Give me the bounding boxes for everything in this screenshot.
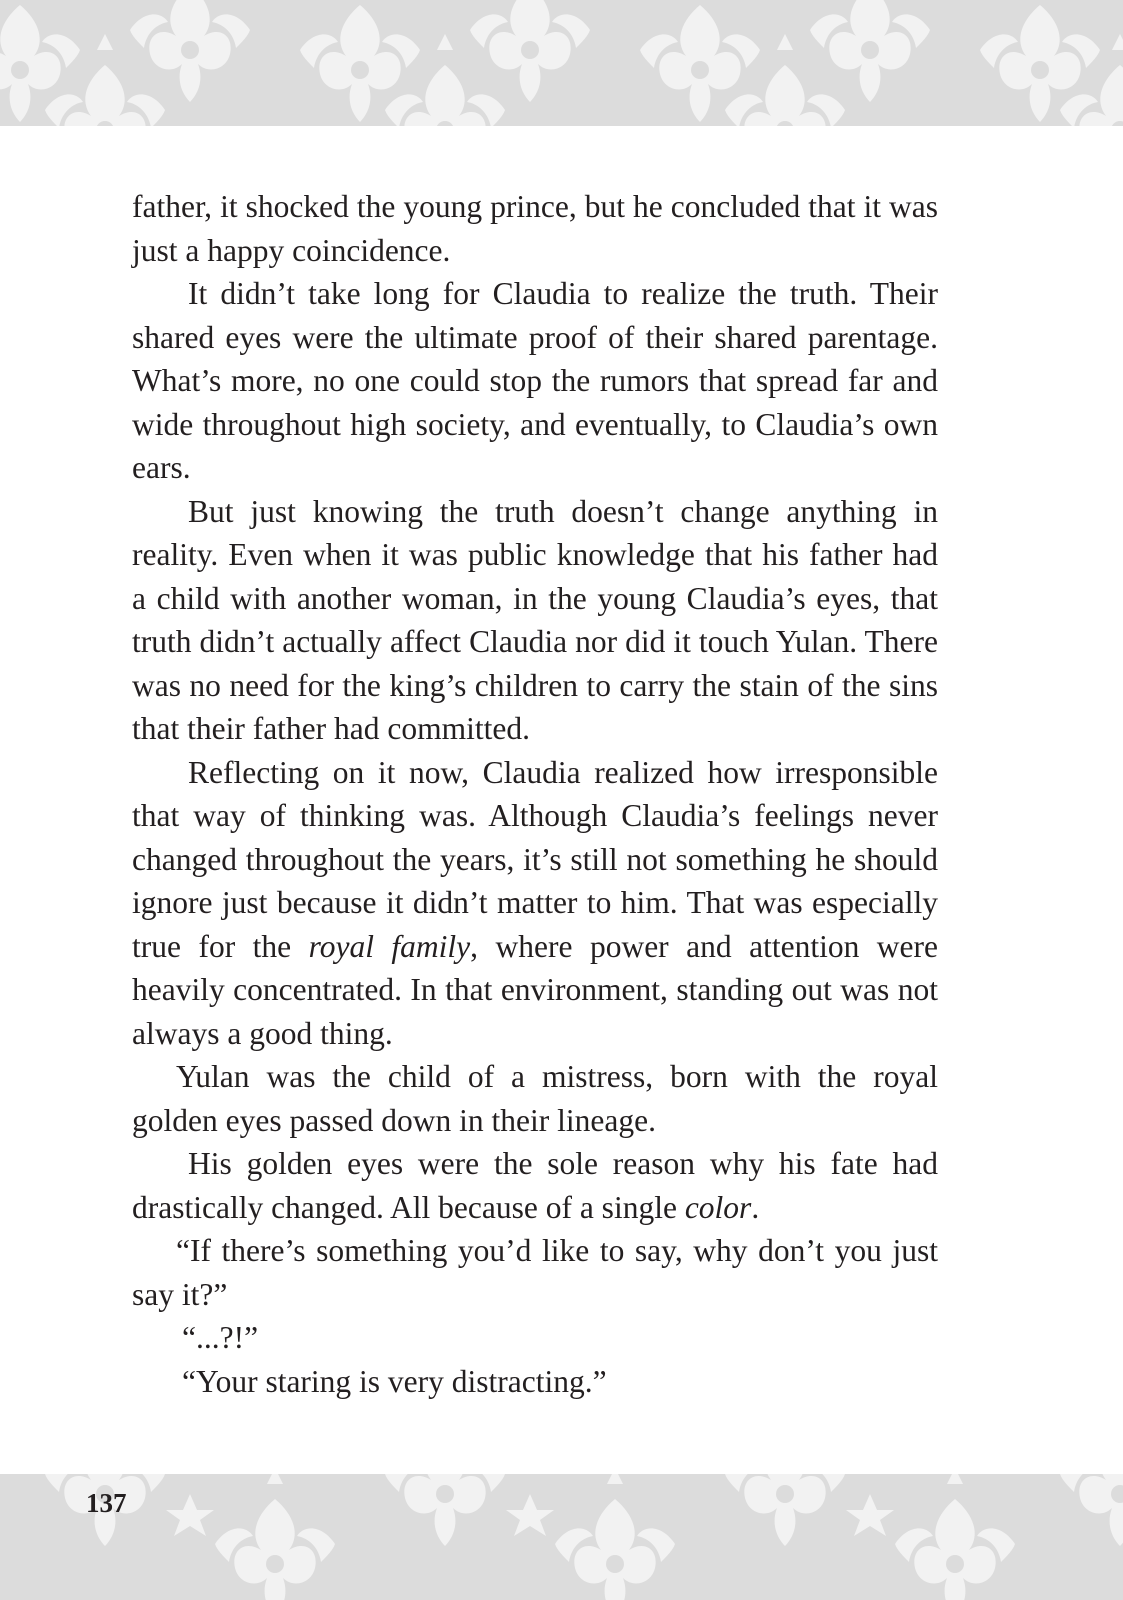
dialogue-line: “...?!” xyxy=(182,1320,259,1355)
paragraph-text: His golden eyes were the sole reason why his fate had drastically changed. All because of a single xyxy=(132,1146,938,1225)
paragraph-text: , where power and attention were heavily concentrated. In that environment, standing out was not always a good thing. xyxy=(132,928,939,1051)
damask-pattern-bottom xyxy=(0,1474,1123,1600)
top-damask-border xyxy=(0,0,1123,126)
paragraph-text: . xyxy=(751,1189,760,1225)
paragraph: Yulan was the child of a mistress, born with the royal golden eyes passed down in their lineage. xyxy=(132,1059,938,1138)
italic-word: color xyxy=(684,1189,752,1225)
paragraph: father, it shocked the young prince, but he concluded that it was just a happy coincidence. xyxy=(132,189,938,268)
bottom-damask-border xyxy=(0,1474,1123,1600)
dialogue-line: “Your staring is very distracting.” xyxy=(182,1363,607,1399)
page-body-text xyxy=(132,185,938,1403)
paragraph-text: Reflecting on it now, Claudia realized how irresponsible that way of thinking was. Although Claudia’s feelings never changed throughout the years, it’s still not something he should ignore just because it didn’t matter to him. That was especially true for the xyxy=(132,754,938,964)
damask-pattern-top xyxy=(0,0,1123,126)
dialogue-line: “If there’s something you’d like to say, why don’t you just say it?” xyxy=(132,1233,938,1312)
paragraph xyxy=(132,751,938,1056)
paragraph: But just knowing the truth doesn’t change anything in reality. Even when it was public knowledge that his father had a child with another woman, in the young Claudia’s eyes, that truth didn’t actually affect Claudia nor did it touch Yulan. There was no need for the king’s children to carry the stain of the sins that their father had committed. xyxy=(132,493,938,746)
paragraph: It didn’t take long for Claudia to realize the truth. Their shared eyes were the ultimate proof of their shared parentage. What’s more, no one could stop the rumors that spread far and wide throughout high society, and eventually, to Claudia’s own ears. xyxy=(132,276,938,485)
paragraph xyxy=(132,1142,938,1229)
page-number: 137 xyxy=(86,1488,127,1518)
italic-phrase: royal family xyxy=(308,928,471,964)
